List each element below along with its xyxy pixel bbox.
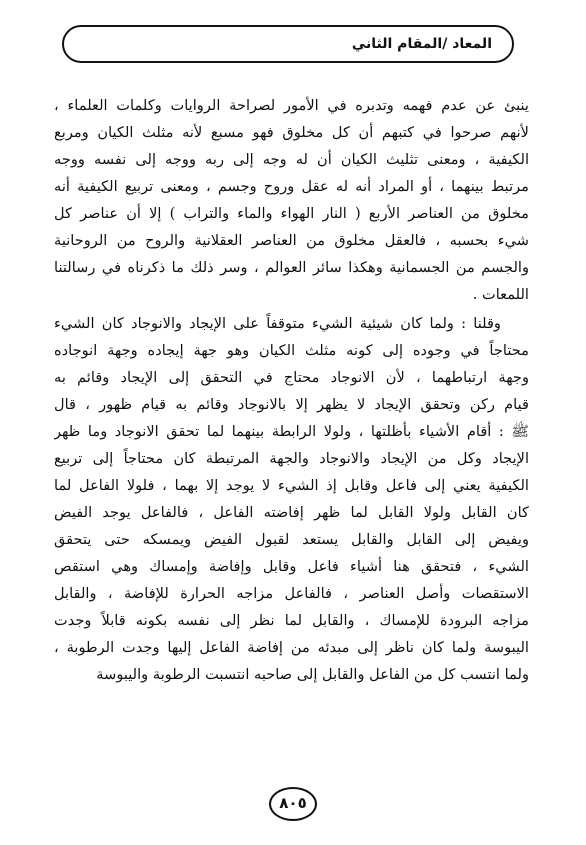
text-line: الإيجاد وكل من الإيجاد والانوجاد والجهة المرتبطة كان محتاجاً إلى تربيع <box>54 450 529 467</box>
running-header-frame <box>62 25 514 63</box>
text-line: مزاجه البرودة للإمساك ، والقابل لما نظر إلى نفسه بكونه قابلاً وجدت <box>54 612 529 629</box>
text-line: اليبوسة ولما كان ناظر إلى مبدئه من إفاضة الفاعل إليها وجدت الرطوبة ، <box>54 639 529 656</box>
text-line: الكيفية يعني إلى فاعل وقابل إذ الشيء لا يوجد إلا بهما ، فلولا الفاعل لما <box>54 477 529 494</box>
running-header-title: المعاد /المقام الثاني <box>351 36 492 52</box>
text-line: الشيء ، فتحقق هنا أشياء فاعل وقابل وإفاضة وإمساك وهي استقص <box>54 558 529 575</box>
text-line: والجسم من الجسمانية وهكذا سائر العوالم ، وسر ذلك ما ذكرناه في رسالتنا <box>54 259 529 276</box>
page-number: ٨٠٥ <box>269 787 317 821</box>
text-line: وجهة ارتباطهما ، لأن الانوجاد محتاج في التحقق إلى الإيجاد وقائم به <box>54 369 529 386</box>
text-line: وقلنا : ولما كان شيئية الشيء متوقفاً على الإيجاد والانوجاد كان الشيء <box>54 315 501 332</box>
text-line: مخلوق من العناصر الأربع ( النار الهواء والماء والتراب ) إلا أن عناصر كل <box>54 205 529 222</box>
text-line: شيء بحسبه ، فالعقل مخلوق من العناصر العقلانية والروح من الروحانية <box>54 232 529 249</box>
text-line: ويفيض إلى القابل والقابل يستعد لقبول الفيض ويمسكه حتى يتحقق <box>54 531 529 548</box>
text-line: الكيفية ، ومعنى تثليث الكيان أن له وجه إلى ربه ووجه إلى نفسه ووجه <box>54 151 529 168</box>
text-line: محتاجاً في وجوده إلى كونه مثلث الكيان وهو جهة إيجاده وجهة انوجاده <box>54 342 529 359</box>
text-line: ولما انتسب كل من الفاعل والقابل إلى صاحبه انتسبت الرطوبة واليبوسة <box>96 666 529 683</box>
text-line: اللمعات . <box>472 286 529 303</box>
page-body <box>54 92 529 688</box>
text-line: ينبئ عن عدم فهمه وتدبره في الأمور لصراحة الروايات وكلمات العلماء ، <box>54 97 529 114</box>
text-line: الاستقصات وأصل العناصر ، فالفاعل مزاجه الحرارة للإفاضة ، والقابل <box>54 585 529 602</box>
text-line: كان القابل ولولا القابل لما ظهر إفاضته الفاعل ، فالفاعل يوجد الفيض <box>54 504 529 521</box>
text-line: لأنهم صرحوا في كتبهم أن كل مخلوق فهو مسبع لأنه مثلث الكيان ومربع <box>54 124 529 141</box>
paragraph-2 <box>54 310 529 688</box>
text-line: قيام ركن وتحقق الإيجاد لا يظهر إلا بالانوجاد وقائم به قيام ظهور ، قال <box>54 396 529 413</box>
paragraph-1 <box>54 92 529 308</box>
text-line: مرتبط بينهما ، أو المراد أنه له عقل وروح وجسم ، ومعنى تربيع الكيفية أنه <box>54 178 529 195</box>
text-line: ﷺ : أقام الأشياء بأظلتها ، ولولا الرابطة بينهما لما تحقق الانوجاد وما ظهر <box>54 423 529 440</box>
